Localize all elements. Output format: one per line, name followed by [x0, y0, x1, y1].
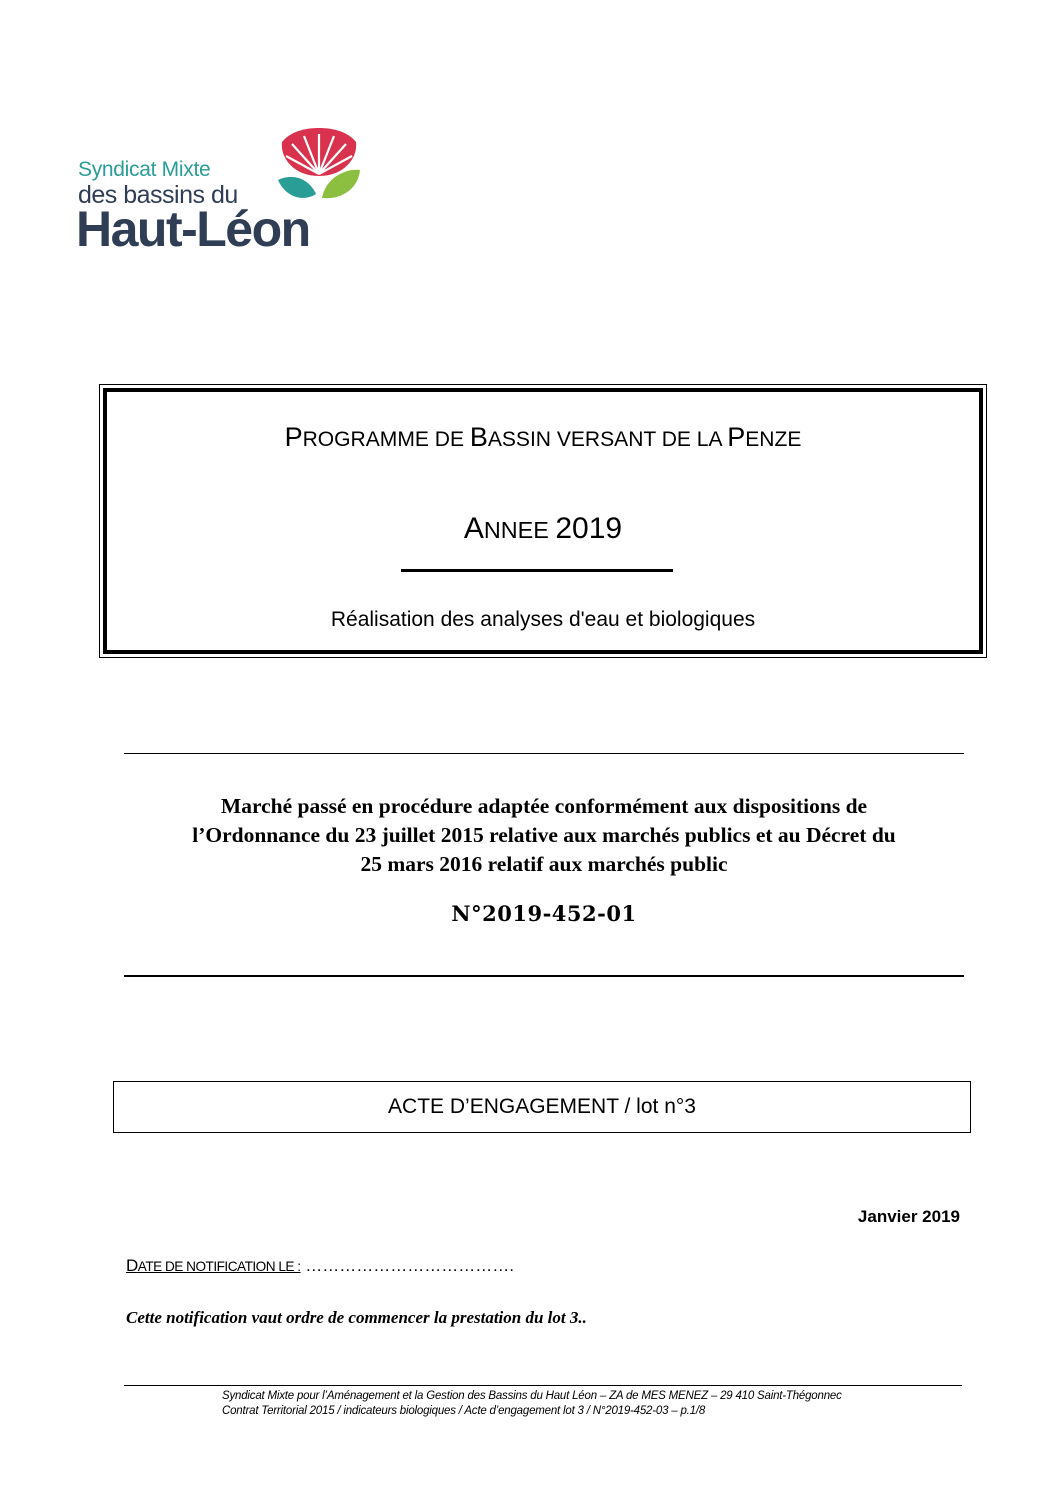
footer-line-2: Contrat Territorial 2015 / indicateurs biologiques / Acte d’engagement lot 3 / N°2019-452-03 – p.1/8	[222, 1405, 706, 1417]
divider-bottom	[124, 975, 964, 977]
notification-date-line	[126, 1256, 514, 1276]
page-footer	[222, 1389, 842, 1419]
divider-top	[124, 753, 964, 754]
notification-date-field[interactable]: ……………………………….	[300, 1256, 514, 1275]
logo-line-1: Syndicat Mixte	[78, 158, 211, 181]
title-box	[103, 388, 983, 654]
notification-label: DATE DE NOTIFICATION LE :	[126, 1256, 301, 1275]
contract-description	[124, 792, 964, 879]
footer-line-1: Syndicat Mixte pour l’Aménagement et la Gestion des Bassins du Haut Léon – ZA de MES MENEZ – 29 410 Saint-Thégonnec	[222, 1390, 842, 1402]
program-subtitle: Réalisation des analyses d'eau et biologiques	[330, 608, 756, 631]
program-year: ANNEE 2019	[463, 512, 623, 545]
logo-line-3: Haut-Léon	[76, 201, 310, 257]
contract-number: N°2019-452-01	[451, 901, 637, 926]
contract-line-1: Marché passé en procédure adaptée conformément aux dispositions de	[220, 794, 868, 818]
contract-line-2: l’Ordonnance du 23 juillet 2015 relative aux marchés publics et au Décret du	[192, 823, 896, 847]
program-title: PROGRAMME DE BASSIN VERSANT DE LA PENZE	[284, 422, 802, 452]
acte-engagement-box: ACTE D’ENGAGEMENT / lot n°3	[113, 1081, 971, 1133]
title-divider	[401, 569, 673, 572]
organization-logo	[78, 128, 388, 268]
logo-flower-icon	[274, 128, 364, 212]
notification-note: Cette notification vaut ordre de commencer la prestation du lot 3..	[126, 1308, 587, 1327]
contract-line-3: 25 mars 2016 relatif aux marchés public	[360, 852, 728, 876]
footer-divider	[124, 1385, 962, 1386]
document-date: Janvier 2019	[857, 1207, 960, 1226]
logo-line-2: des bassins du	[78, 181, 238, 209]
